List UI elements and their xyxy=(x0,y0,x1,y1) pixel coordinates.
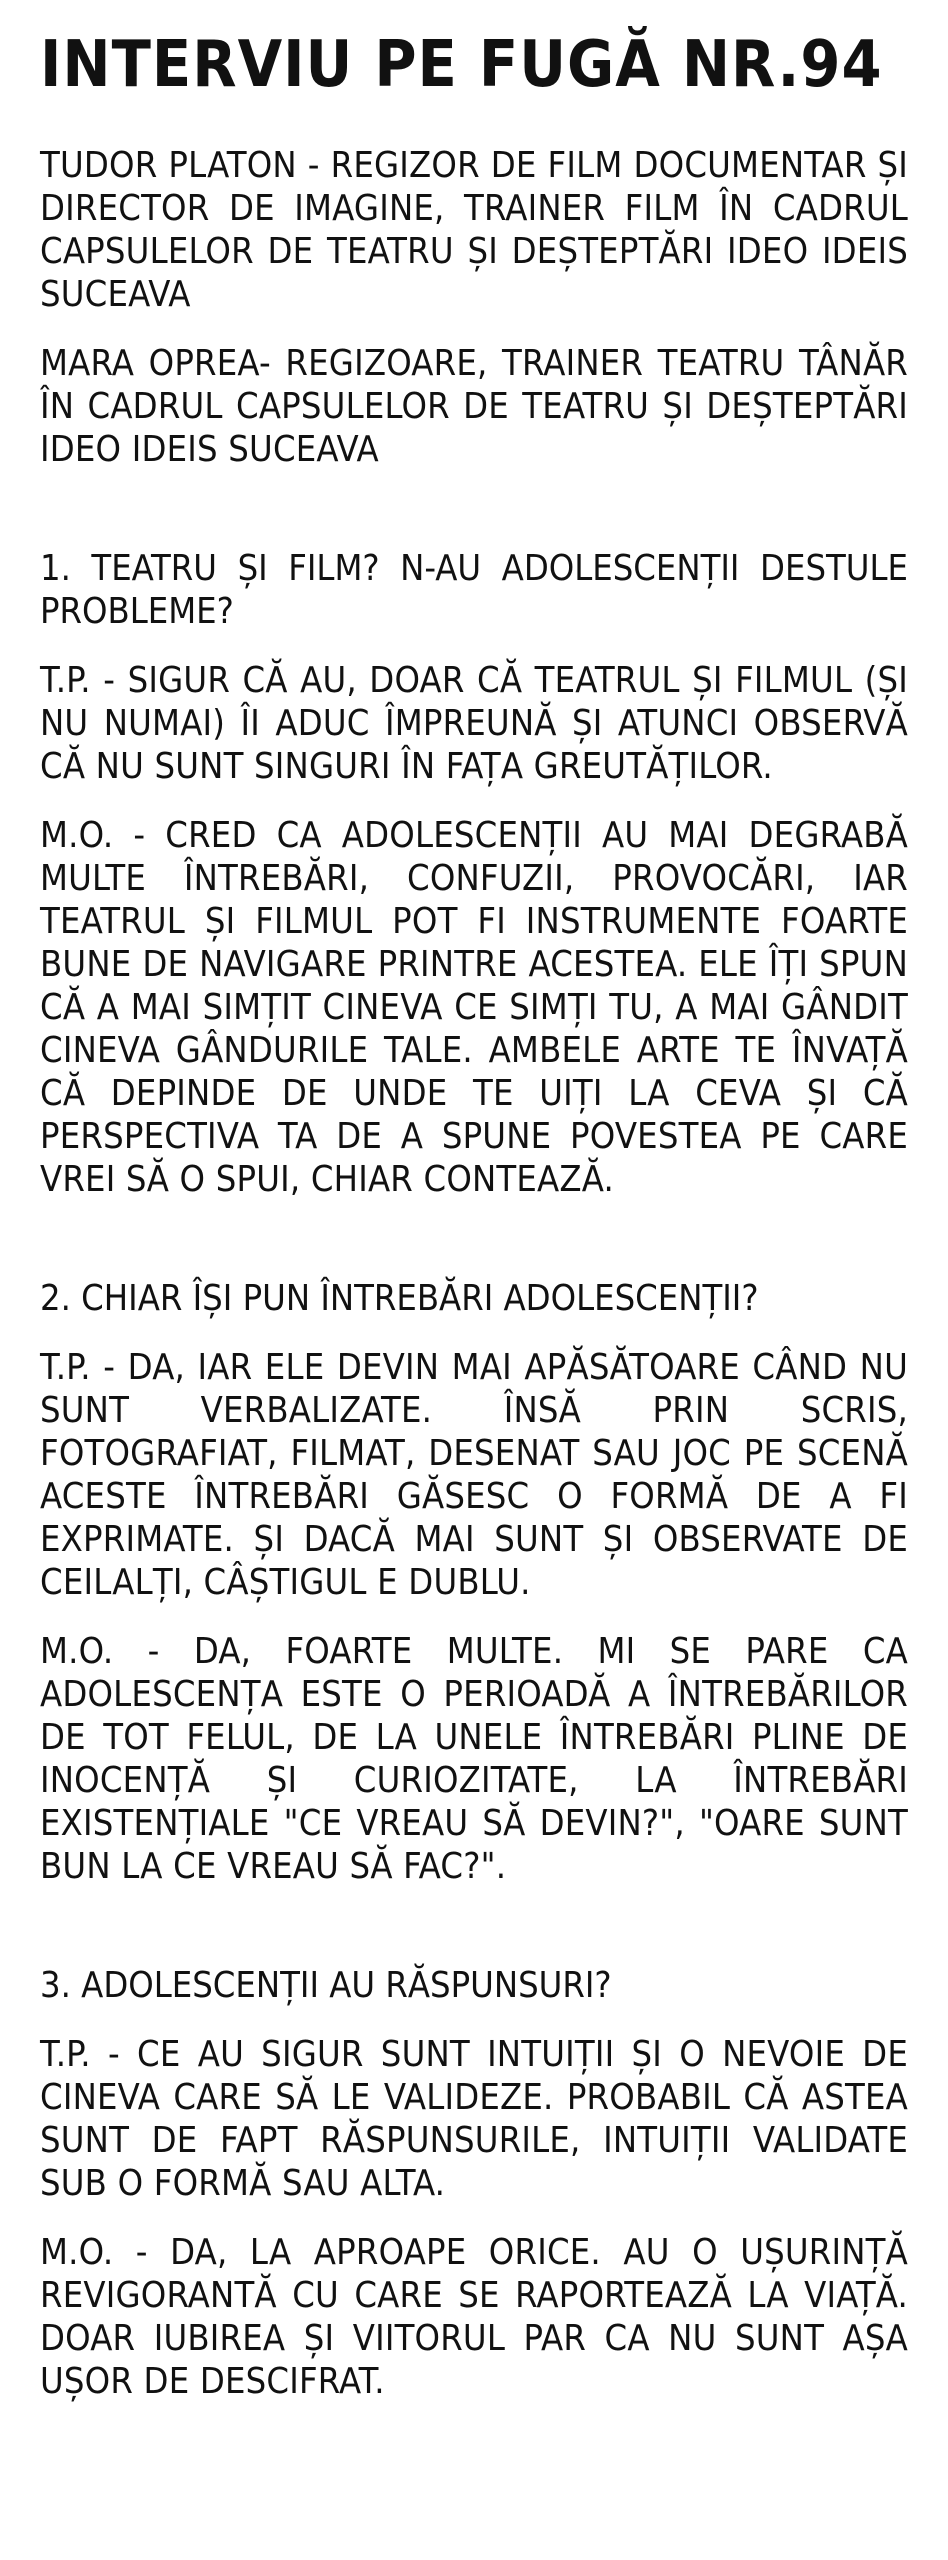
answer-tp-3: T.P. - CE AU SIGUR SUNT INTUIȚII ȘI O NEVOIE DE CINEVA CARE SĂ LE VALIDEZE. PROBABIL CĂ ASTEA SUNT DE FAPT RĂSPUNSURILE, INTUIȚII VALIDATE SUB O FORMĂ SAU ALTA. xyxy=(40,2034,908,2204)
answer-mo-1: M.O. - CRED CA ADOLESCENȚII AU MAI DEGRABĂ MULTE ÎNTREBĂRI, CONFUZII, PROVOCĂRI, IAR TEATRUL ȘI FILMUL POT FI INSTRUMENTE FOARTE BUNE DE NAVIGARE PRINTRE ACESTEA. ELE ÎȚI SPUN CĂ A MAI SIMȚIT CINEVA CE SIMȚI TU, A MAI GÂNDIT CINEVA GÂNDURILE TALE. AMBELE ARTE TE ÎNVAȚĂ CĂ DEPINDE DE UNDE TE UIȚI LA CEVA ȘI CĂ PERSPECTIVA TA DE A SPUNE POVESTEA PE CARE VREI SĂ O SPUI, CHIAR CONTEAZĂ. xyxy=(40,815,908,1200)
qa-block-3 xyxy=(40,1964,908,2403)
answer-mo-2: M.O. - DA, FOARTE MULTE. MI SE PARE CA ADOLESCENȚA ESTE O PERIOADĂ A ÎNTREBĂRILOR DE TOT FELUL, DE LA UNELE ÎNTREBĂRI PLINE DE INOCENȚĂ ȘI CURIOZITATE, LA ÎNTREBĂRI EXISTENȚIALE "CE VREAU SĂ DEVIN?", "OARE SUNT BUN LA CE VREAU SĂ FAC?". xyxy=(40,1631,908,1887)
question-3: 3. ADOLESCENȚII AU RĂSPUNSURI? xyxy=(40,1965,612,2006)
question-1: 1. TEATRU ȘI FILM? N-AU ADOLESCENȚII DESTULE PROBLEME? xyxy=(40,548,908,632)
page-title: INTERVIU PE FUGĂ NR.94 xyxy=(40,28,883,102)
question-2: 2. CHIAR ÎȘI PUN ÎNTREBĂRI ADOLESCENȚII? xyxy=(40,1278,759,1319)
qa-block-2 xyxy=(40,1277,908,1888)
answer-mo-3: M.O. - DA, LA APROAPE ORICE. AU O UȘURINȚĂ REVIGORANTĂ CU CARE SE RAPORTEAZĂ LA VIAȚĂ. DOAR IUBIREA ȘI VIITORUL PAR CA NU SUNT AȘA UȘOR DE DESCIFRAT. xyxy=(40,2232,908,2402)
intro-mara-oprea: MARA OPREA- REGIZOARE, TRAINER TEATRU TÂNĂR ÎN CADRUL CAPSULELOR DE TEATRU ȘI DEȘTEPTĂRI IDEO IDEIS SUCEAVA xyxy=(40,343,908,470)
qa-block-1 xyxy=(40,547,908,1201)
answer-tp-1: T.P. - SIGUR CĂ AU, DOAR CĂ TEATRUL ȘI FILMUL (ȘI NU NUMAI) ÎI ADUC ÎMPREUNĂ ȘI ATUNCI OBSERVĂ CĂ NU SUNT SINGURI ÎN FAȚA GREUTĂȚILOR. xyxy=(40,660,908,787)
intro-tudor-platon: TUDOR PLATON - REGIZOR DE FILM DOCUMENTAR ȘI DIRECTOR DE IMAGINE, TRAINER FILM ÎN CADRUL CAPSULELOR DE TEATRU ȘI DEȘTEPTĂRI IDEO IDEIS SUCEAVA xyxy=(40,145,908,315)
answer-tp-2: T.P. - DA, IAR ELE DEVIN MAI APĂSĂTOARE CÂND NU SUNT VERBALIZATE. ÎNSĂ PRIN SCRIS, FOTOGRAFIAT, FILMAT, DESENAT SAU JOC PE SCENĂ ACESTE ÎNTREBĂRI GĂSESC O FORMĂ DE A FI EXPRIMATE. ȘI DACĂ MAI SUNT ȘI OBSERVATE DE CEILALȚI, CÂȘTIGUL E DUBLU. xyxy=(40,1347,908,1603)
